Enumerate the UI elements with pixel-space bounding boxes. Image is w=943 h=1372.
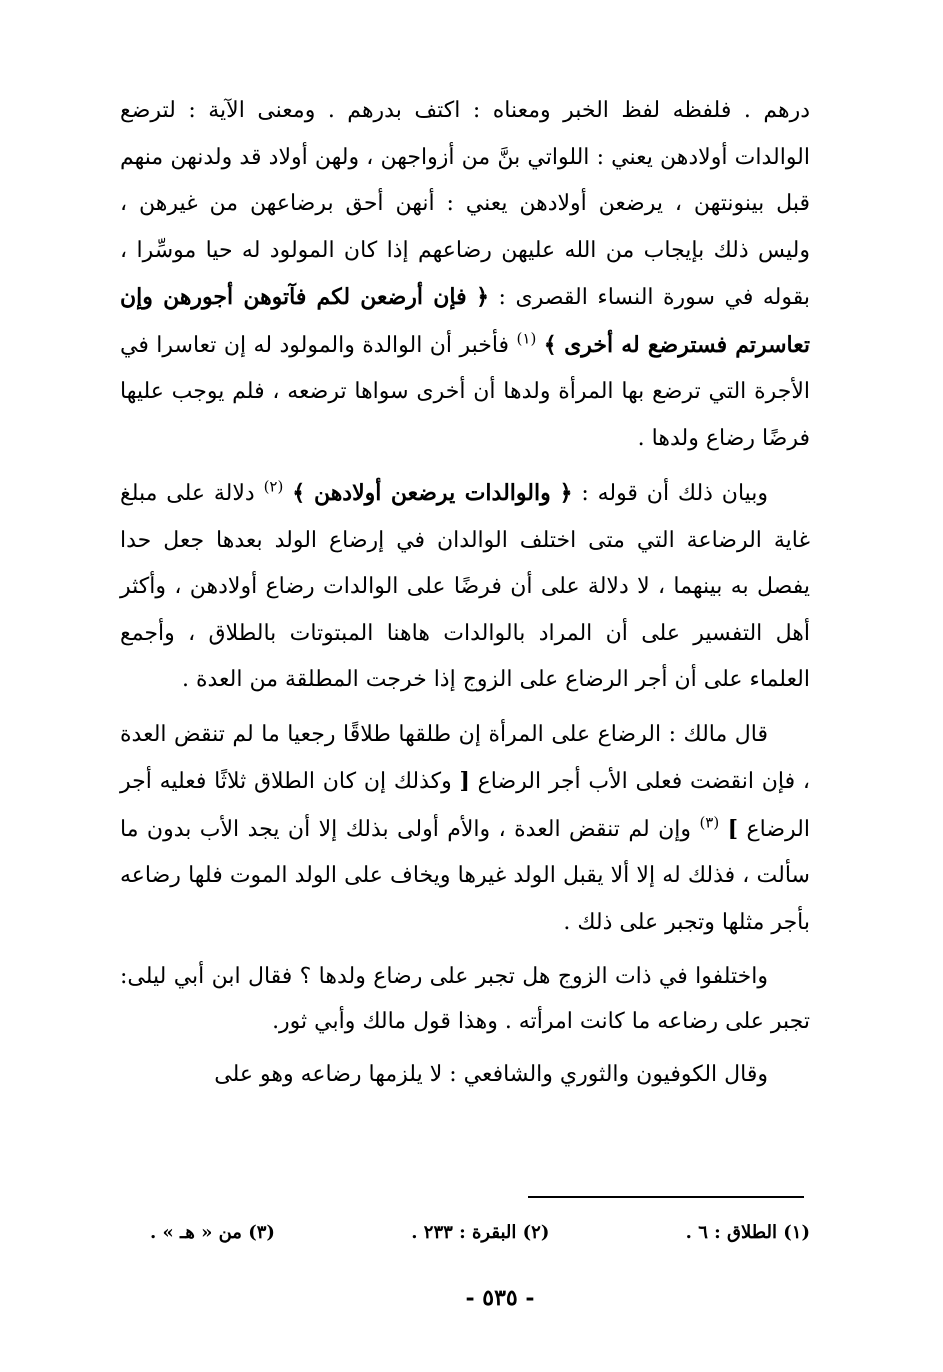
paragraph-3-text-b: وكذلك إن كان الطلاق ثلاثًا فعليه أجر الرضاع xyxy=(120,769,810,842)
footnote-3: (٣) من « هـ » . xyxy=(150,1222,275,1243)
footnotes xyxy=(150,1218,810,1248)
quran-verse-1: فإن أرضعن لكم فآتوهن أجورهن وإن تعاسرتم فسترضع له أخرى xyxy=(120,284,810,358)
paragraph-1-text-b: فأخبر أن الوالدة والمولود له إن تعاسرا في الأجرة التي ترضع بها المرأة ولدها أن أخرى سواها ترضعه ، فلم يوجب عليها فرضًا رضاع ولدها . xyxy=(120,332,810,451)
paragraph-4 xyxy=(120,954,810,1044)
paragraph-5-text: وقال الكوفيون والثوري والشافعي : لا يلزمها رضاعه وهو على xyxy=(214,1062,768,1087)
page-body xyxy=(120,88,810,1099)
paragraph-3-text-c: وإن لم تنقض العدة ، والأم أولى بذلك إلا أن يجد الأب بدون ما سألت ، فذلك له إلا ألا يقبل الولد غيرها ويخاف على الولد الموت فلها رضاعه بأجر مثلها وتجبر على ذلك . xyxy=(120,816,810,935)
quran-close-bracket: ﴾ xyxy=(292,480,306,506)
quran-open-bracket: ﴿ xyxy=(476,284,490,310)
quran-open-bracket: ﴿ xyxy=(559,480,573,506)
paragraph-3-text-a: قال مالك : الرضاع على المرأة إن طلقها طلاقًا رجعيا ما لم تنقض العدة ، فإن انقضت فعلى الأب أجر الرضاع xyxy=(120,721,810,794)
footnote-2: (٢) البقرة : ٢٣٣ . xyxy=(411,1222,550,1243)
paragraph-2-text-a: وبيان ذلك أن قوله : xyxy=(581,481,769,506)
footnote-ref-1: (١) xyxy=(516,329,537,348)
footnote-ref-2: (٢) xyxy=(263,477,284,496)
paragraph-4-text: واختلفوا في ذات الزوج هل تجبر على رضاع ولدها ؟ فقال ابن أبي ليلى: تجبر على رضاعه ما كانت امرأته . وهذا قول مالك وأبي ثور. xyxy=(120,964,810,1034)
editorial-open-bracket: [ xyxy=(459,768,470,794)
quran-close-bracket: ﴾ xyxy=(543,331,557,358)
quran-verse-2: والوالدات يرضعن أولادهن xyxy=(313,480,551,506)
page-number: - ٥٣٥ - xyxy=(465,1285,535,1311)
footnote-1: (١) الطلاق : ٦ . xyxy=(685,1222,810,1243)
paragraph-2-text-b: دلالة على مبلغ غاية الرضاعة التي متى اختلف الوالدان في إرضاع الولد بعدها جعل حدا يفصل به بينهما ، لا دلالة على أن فرضًا على الوالدات رضاع أولادهن ، وأكثر أهل التفسير على أن المراد بالوالدات هاهنا المبتوتات بالطلاق ، وأجمع العلماء على أن أجر الرضاع على الزوج إذا خرجت المطلقة من العدة . xyxy=(120,481,810,692)
paragraph-5 xyxy=(120,1052,810,1099)
editorial-close-bracket: ] xyxy=(727,815,739,842)
paragraph-2 xyxy=(120,470,810,704)
paragraph-1-text-a: درهم . فلفظه لفظ الخبر ومعناه : اكتف بدرهم . ومعنى الآية : لترضع الوالدات أولادهن يعني : اللواتي بنَّ من أزواجهن ، ولهن أولاد قد ولدنهن منهم قبل بينونتهن ، يرضعن أولادهن يعني : أنهن أحق برضاعهن من غيرهن ، وليس ذلك بإيجاب من الله عليهن رضاعهم إذا كان المولود له حيا موسِّرا ، بقوله في سورة النساء القصرى : xyxy=(120,98,810,310)
paragraph-3 xyxy=(120,712,810,947)
footnote-divider xyxy=(528,1196,804,1198)
paragraph-1 xyxy=(120,88,810,462)
footnote-ref-3: (٣) xyxy=(699,813,720,832)
